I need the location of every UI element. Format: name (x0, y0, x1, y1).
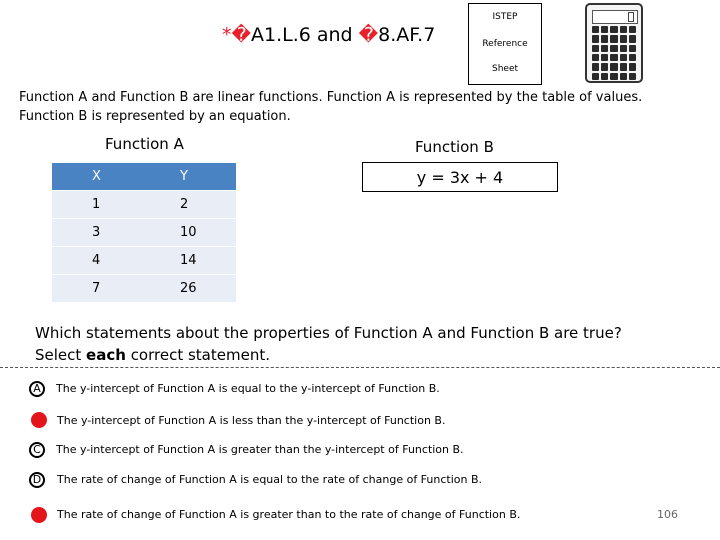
option-e-marker-selected[interactable] (31, 507, 47, 523)
question-text (35, 322, 675, 366)
option-b-marker-selected[interactable] (31, 412, 47, 428)
page-number: 106 (657, 508, 678, 521)
reference-line-2: Reference (482, 39, 528, 49)
option-a-marker[interactable]: A (29, 381, 45, 397)
calculator-screen (592, 10, 638, 24)
slide-title (222, 24, 435, 46)
reference-sheet-button[interactable] (468, 3, 542, 85)
title-glyph-2: � (358, 24, 379, 46)
option-d-marker[interactable]: D (29, 472, 45, 488)
option-a-text[interactable]: The y-intercept of Function A is equal to the y-intercept of Function B. (56, 382, 440, 395)
select-suffix: correct statement. (125, 346, 270, 364)
function-b-label: Function B (415, 138, 494, 156)
table-cell: 10 (144, 219, 236, 246)
table-header-y: Y (144, 163, 236, 190)
function-a-table (52, 162, 236, 303)
title-standard-1: A1.L.6 (250, 24, 311, 46)
option-c-marker[interactable]: C (29, 442, 45, 458)
table-cell: 3 (52, 219, 144, 246)
table-header-x: X (52, 163, 144, 190)
table-cell: 7 (52, 275, 144, 302)
table-cell: 26 (144, 275, 236, 302)
table-row (52, 275, 236, 302)
intro-text: Function A and Function B are linear functions. Function A is represented by the table of values. Function B is represented by an equation. (19, 90, 643, 124)
select-prefix: Select (35, 346, 87, 364)
table-row (52, 191, 236, 218)
table-cell: 4 (52, 247, 144, 274)
title-glyph-1: � (231, 24, 251, 46)
option-d-text[interactable]: The rate of change of Function A is equal to the rate of change of Function B. (57, 473, 483, 486)
table-row (52, 219, 236, 246)
calculator-icon[interactable] (585, 3, 643, 83)
reference-line-1: ISTEP (492, 12, 518, 22)
function-a-label: Function A (105, 135, 184, 153)
table-header-row (52, 163, 236, 190)
select-bold: each (86, 346, 126, 364)
function-b-equation: y = 3x + 4 (362, 162, 558, 192)
title-and: and (316, 24, 353, 46)
reference-line-3: Sheet (491, 64, 519, 74)
option-e-text[interactable]: The rate of change of Function A is greater than to the rate of change of Function B. (57, 508, 521, 521)
question-line-2 (35, 344, 675, 366)
table-cell: 2 (144, 191, 236, 218)
title-star: * (222, 24, 232, 46)
option-c-text[interactable]: The y-intercept of Function A is greater than the y-intercept of Function B. (56, 443, 464, 456)
question-line-1: Which statements about the properties of Function A and Function B are true? (35, 324, 622, 342)
table-cell: 14 (144, 247, 236, 274)
table-row (52, 247, 236, 274)
title-standard-2: 8.AF.7 (378, 24, 436, 46)
table-cell: 1 (52, 191, 144, 218)
option-b-text[interactable]: The y-intercept of Function A is less than the y-intercept of Function B. (57, 414, 446, 427)
calculator-keys (592, 26, 636, 80)
divider-dashed (0, 367, 720, 368)
